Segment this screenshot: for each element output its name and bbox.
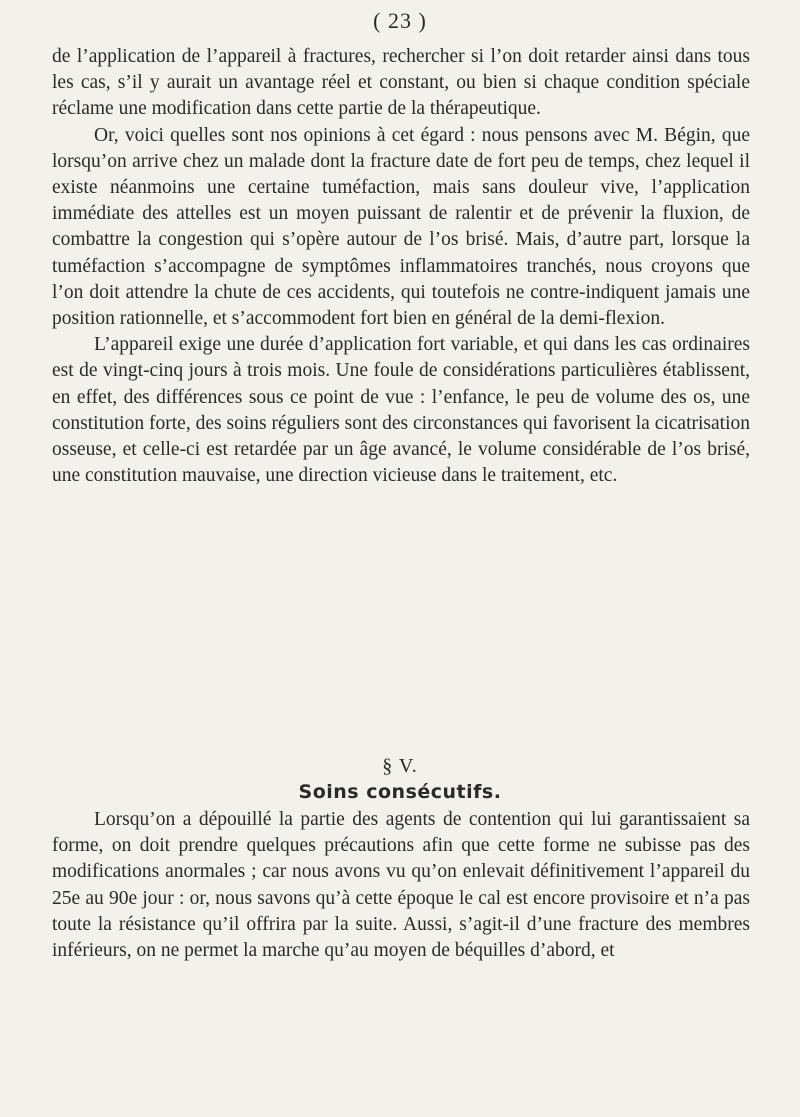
- paragraph: Or, voici quelles sont nos opinions à cet égard : nous pensons avec M. Bégin, que lorsqu’on arrive chez un malade dont la fracture date de fort peu de temps, chez lequel il existe néanmoins une certaine tuméfaction, mais sans douleur vive, l’application immédiate des attelles est un moyen puissant de ralentir et de prévenir la fluxion, de combattre la congestion qui s’opère autour de l’os brisé. Mais, d’autre part, lorsque la tuméfaction s’accompagne de symptômes inflammatoires tranchés, nous croyons que l’on doit attendre la chute de ces accidents, qui toutefois ne contre-indiquent jamais une position rationnelle, et s’accommodent fort bien en général de la demi-flexion.: [52, 124, 750, 330]
- text-block-bottom: [52, 807, 750, 964]
- paragraph: Lorsqu’on a dépouillé la partie des agents de contention qui lui garantissaient sa forme, on doit prendre quelques précautions afin que cette forme ne subisse pas des modifications anormales ; car nous avons vu qu’on enlevait définitivement l’appareil du 25e au 90e jour : or, nous savons qu’à cette époque le cal est encore provisoire et n’a pas toute la résistance qu’il offrira par la suite. Aussi, s’agit-il d’une fracture des membres inférieurs, on ne permet la marche qu’au moyen de béquilles d’abord, et: [52, 809, 750, 962]
- section-title: Soins consécutifs.: [298, 781, 502, 803]
- paragraph: L’appareil exige une durée d’application fort variable, et qui dans les cas ordinaires est de vingt-cinq jours à trois mois. Une foule de considérations particulières établissent, en effet, des différences sous ce point de vue : l’enfance, le peu de volume des os, une constitution forte, des soins réguliers sont des circonstances qui favorisent la cicatrisation osseuse, et celle-ci est retardée par un âge avancé, le volume considérable de l’os brisé, une constitution mauvaise, une direction vicieuse dans le traitement, etc.: [52, 334, 750, 487]
- section-number: § V.: [382, 755, 418, 777]
- page-number: ( 23 ): [373, 8, 427, 33]
- paragraph-continuation: de l’application de l’appareil à fractures, rechercher si l’on doit retarder ainsi dans tous les cas, s’il y aurait un avantage réel et constant, ou bien si chaque condition spéciale réclame une modification dans cette partie de la thérapeutique.: [52, 46, 750, 120]
- text-block-top: [52, 44, 750, 489]
